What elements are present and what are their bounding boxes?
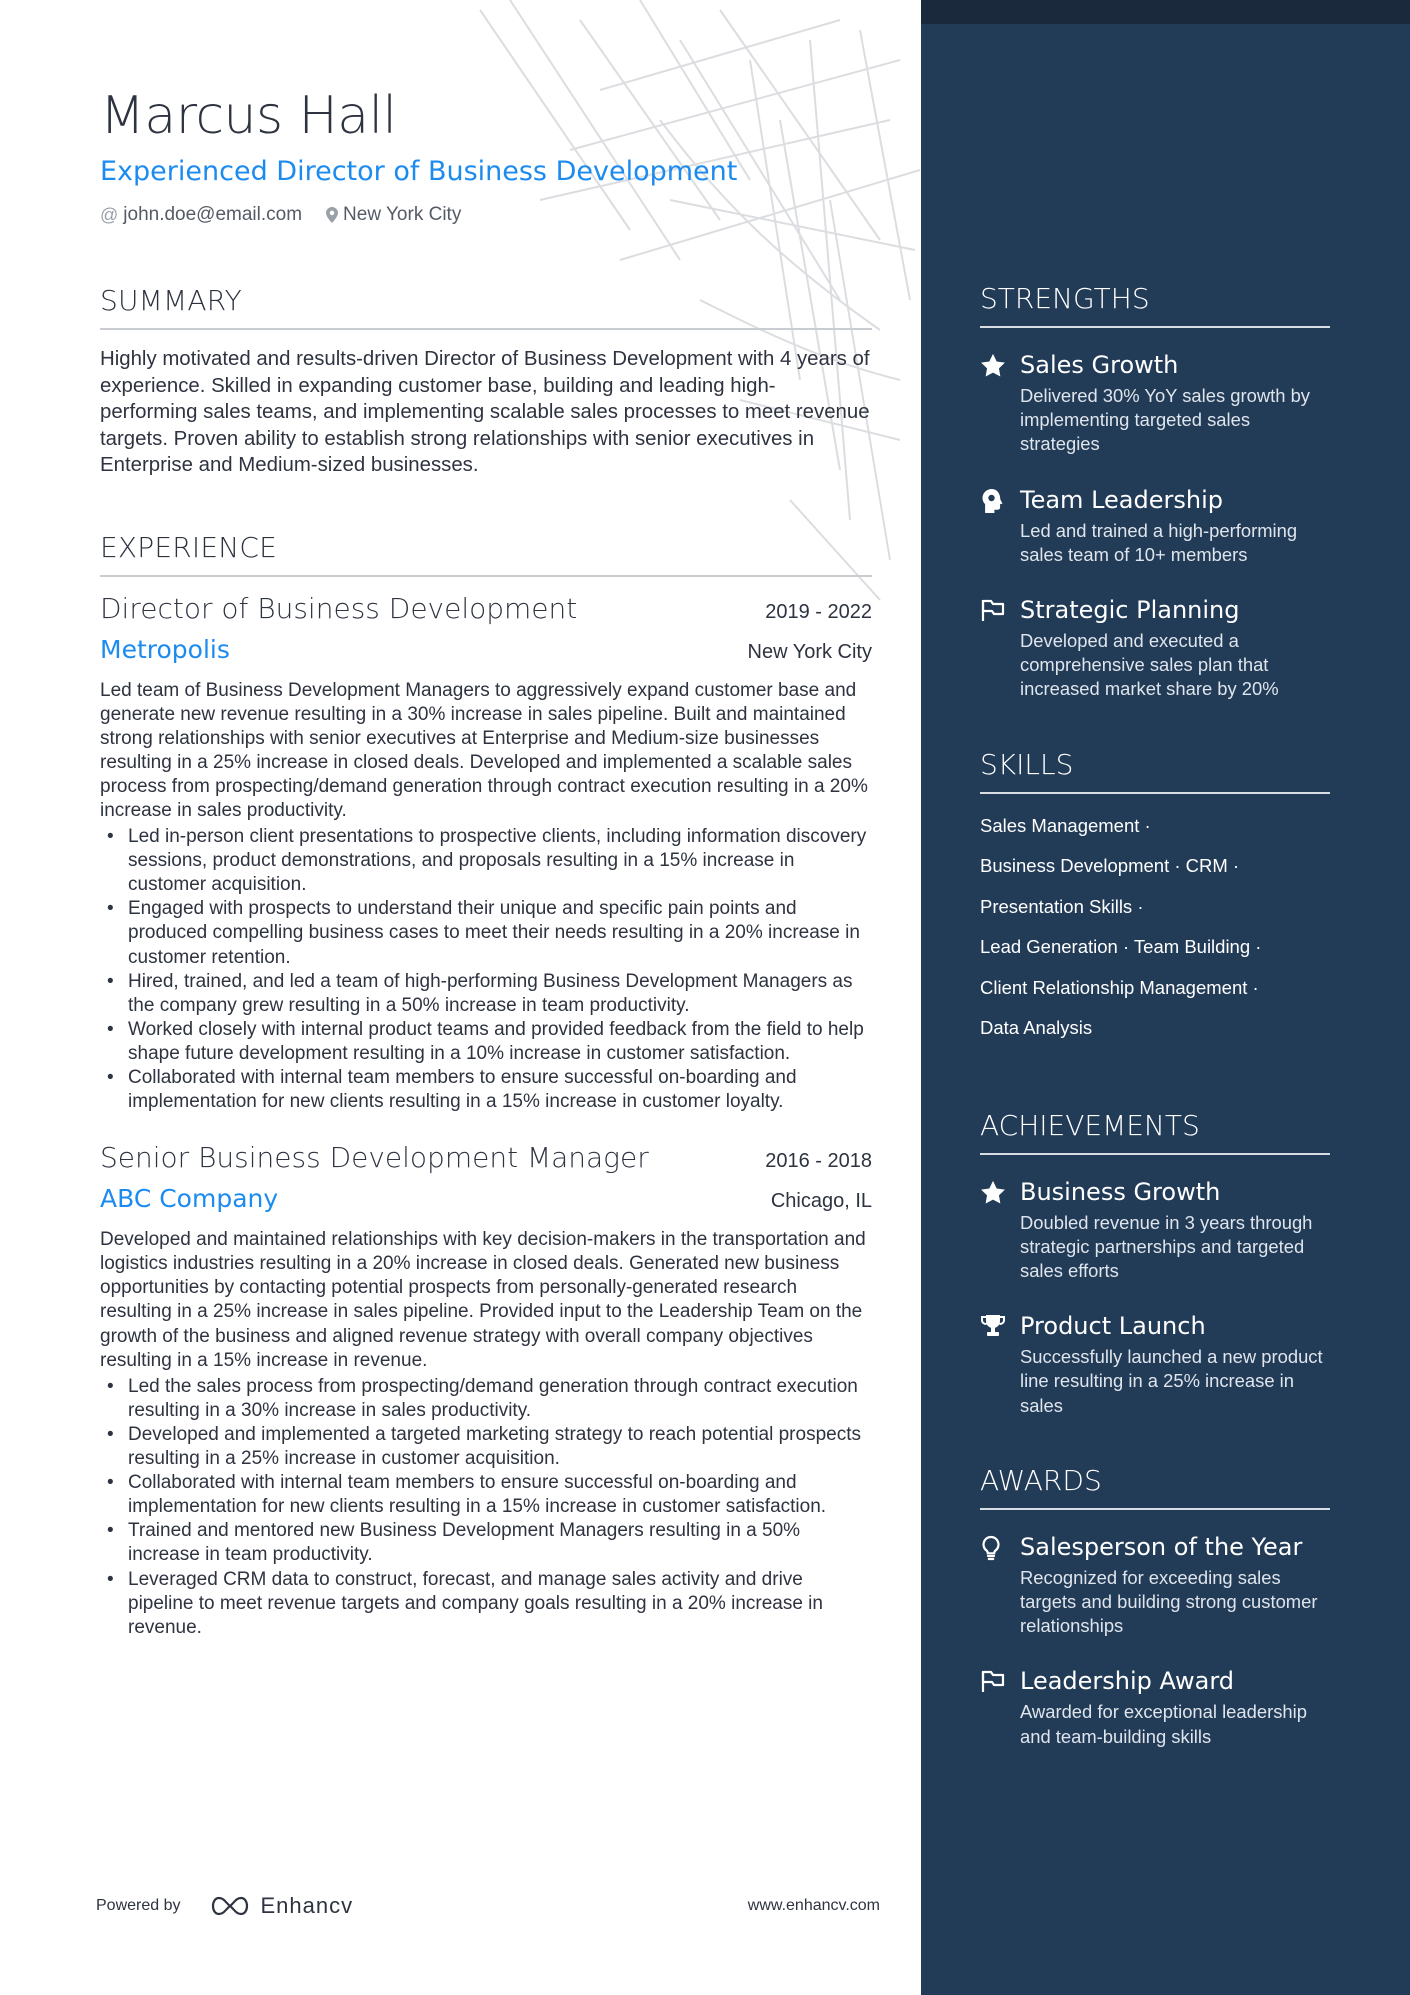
strengths-section: [980, 280, 1330, 702]
job-title: Director of Business Development: [100, 591, 578, 625]
strength-item: [980, 483, 1330, 567]
job-company: ABC Company: [100, 1184, 279, 1214]
job-bullet: • Engaged with prospects to understand their unique and specific pain points and produced compelling business cases to meet their needs resulting in a 20% increase in customer retention.: [100, 897, 872, 969]
job-bullets: [100, 1375, 872, 1640]
summary-text: Highly motivated and results-driven Director of Business Development with 4 years of experience. Skilled in expanding customer base, building and leading high-performing sales teams, and implementing scalable sales processes to meet revenue targets. Proven ability to establish strong relationships with senior executives in Enterprise and Medium-sized businesses.: [100, 348, 870, 476]
skill-line: Presentation Skills ·: [980, 895, 1144, 917]
strength-item: [980, 348, 1330, 457]
star-icon: [980, 348, 1020, 457]
job-title: Senior Business Development Manager: [100, 1141, 649, 1175]
job-bullet: • Trained and mentored new Business Development Managers resulting in a 50% increase in team productivity.: [100, 1519, 872, 1567]
awards-section: [980, 1462, 1330, 1749]
skills-list: [980, 806, 1330, 1049]
job-bullet: • Led the sales process from prospecting/demand generation through contract execution resulting in a 30% increase in sales productivity.: [100, 1375, 872, 1423]
main-column: [100, 80, 872, 1640]
powered-by: [96, 1893, 353, 1919]
map-pin-icon: [326, 207, 338, 223]
powered-by-label: Powered by: [96, 1897, 181, 1914]
email-text: john.doe@email.com: [123, 204, 303, 225]
achievements-section: [980, 1107, 1330, 1418]
summary-section: [100, 282, 872, 479]
job-bullet: • Collaborated with internal team members to ensure successful on-boarding and implementation for new clients resulting in a 15% increase in customer loyalty.: [100, 1066, 872, 1114]
enhancv-logo-icon: [207, 1895, 253, 1917]
achievement-item: [980, 1175, 1330, 1284]
enhancv-logo[interactable]: [207, 1893, 354, 1919]
award-title: Leadership Award: [1020, 1667, 1234, 1696]
flag-icon: [980, 593, 1020, 702]
award-desc: Awarded for exceptional leadership and team-building skills: [1020, 1701, 1307, 1747]
skill-line: Business Development · CRM ·: [980, 855, 1240, 877]
star-icon: [980, 1175, 1020, 1284]
skill-line: Data Analysis: [980, 1017, 1093, 1039]
brand-text: Enhancv: [260, 1893, 354, 1918]
sidebar: [921, 0, 1410, 1995]
award-item: [980, 1664, 1330, 1748]
job-entry: [100, 1138, 872, 1640]
job-bullet: • Led in-person client presentations to prospective clients, including information discovery sessions, product demonstrations, and proposals resulting in a 15% increase in customer acquisition.: [100, 825, 872, 897]
strength-title: Strategic Planning: [1020, 596, 1240, 625]
achievement-item: [980, 1309, 1330, 1418]
candidate-headline: Experienced Director of Business Development: [100, 156, 738, 187]
location-text: New York City: [343, 204, 462, 225]
achievement-desc: Doubled revenue in 3 years through strategic partnerships and targeted sales efforts: [1020, 1211, 1313, 1282]
award-item: [980, 1530, 1330, 1639]
trophy-icon: [980, 1309, 1020, 1418]
job-description: Developed and maintained relationships with key decision-makers in the transportation and logistics industries resulting in a 20% increase in closed deals. Generated new business opportunities by contacting potential prospects from personally-generated research resulting in a 25% increase in sales pipeline. Provided input to the Leadership Team on the growth of the business and aligned revenue strategy with overall company objectives resulting in a 15% increase in revenue.: [100, 1229, 866, 1371]
job-bullet: • Leveraged CRM data to construct, forecast, and manage sales activity and drive pipeline to meet revenue targets and company goals resulting in a 20% increase in revenue.: [100, 1568, 872, 1640]
job-bullet: • Developed and implemented a targeted marketing strategy to reach potential prospects resulting in a 25% increase in customer acquisition.: [100, 1423, 872, 1471]
head-icon: [980, 483, 1020, 567]
skill-line: Sales Management ·: [980, 814, 1151, 836]
contact-row: [100, 204, 872, 226]
experience-section: [100, 529, 872, 1640]
at-icon: @: [100, 204, 119, 225]
achievement-title: Business Growth: [1020, 1177, 1221, 1206]
summary-title: SUMMARY: [100, 282, 872, 330]
sidebar-content: [980, 280, 1330, 1749]
site-link[interactable]: www.enhancv.com: [747, 1897, 880, 1914]
contact-email[interactable]: [100, 204, 302, 226]
job-bullet: • Collaborated with internal team members to ensure successful on-boarding and implementation for new clients resulting in a 15% increase in customer satisfaction.: [100, 1471, 872, 1519]
skills-section: [980, 746, 1330, 1049]
strength-desc: Led and trained a high-performing sales team of 10+ members: [1020, 519, 1298, 565]
job-dates: 2016 - 2018: [765, 1150, 872, 1173]
award-title: Salesperson of the Year: [1020, 1532, 1303, 1561]
awards-title: AWARDS: [980, 1462, 1330, 1510]
achievements-title: ACHIEVEMENTS: [980, 1107, 1330, 1155]
job-dates: 2019 - 2022: [765, 600, 872, 623]
sidebar-top-bar: [921, 0, 1410, 24]
skills-title: SKILLS: [980, 746, 1330, 794]
skill-line: Client Relationship Management ·: [980, 976, 1259, 998]
achievement-desc: Successfully launched a new product line resulting in a 25% increase in sales: [1020, 1346, 1323, 1416]
candidate-name: Marcus Hall: [100, 86, 397, 146]
experience-title: EXPERIENCE: [100, 529, 872, 577]
job-bullets: [100, 825, 872, 1114]
job-bullet: • Hired, trained, and led a team of high-performing Business Development Managers as the company grew resulting in a 50% increase in team productivity.: [100, 970, 872, 1018]
job-description: Led team of Business Development Managers to aggressively expand customer base and generate new revenue resulting in a 30% increase in sales pipeline. Built and maintained strong relationships with senior executives at Enterprise and Medium-size businesses resulting in a 25% increase in closed deals. Developed and implemented a scalable sales process from prospecting/demand generation through contract execution resulting in a 20% increase in sales productivity.: [100, 679, 868, 821]
job-location: New York City: [747, 640, 872, 663]
job-location: Chicago, IL: [770, 1190, 872, 1213]
footer: [96, 1893, 880, 1919]
award-desc: Recognized for exceeding sales targets and building strong customer relationships: [1020, 1566, 1318, 1637]
flag-icon: [980, 1664, 1020, 1748]
achievement-title: Product Launch: [1020, 1312, 1206, 1341]
job-entry: [100, 589, 872, 1115]
job-bullet: • Worked closely with internal product teams and provided feedback from the field to help shape future development resulting in a 10% increase in customer satisfaction.: [100, 1018, 872, 1066]
lightbulb-icon: [980, 1530, 1020, 1639]
strength-title: Sales Growth: [1020, 351, 1179, 379]
strengths-title: STRENGTHS: [980, 280, 1330, 328]
skill-line: Lead Generation · Team Building ·: [980, 936, 1262, 958]
job-company: Metropolis: [100, 634, 230, 664]
strength-title: Team Leadership: [1020, 485, 1223, 514]
strength-desc: Developed and executed a comprehensive sales plan that increased market share by 20%: [1020, 630, 1279, 700]
strength-desc: Delivered 30% YoY sales growth by implementing targeted sales strategies: [1020, 385, 1311, 455]
strength-item: [980, 593, 1330, 702]
contact-location: [326, 204, 461, 226]
